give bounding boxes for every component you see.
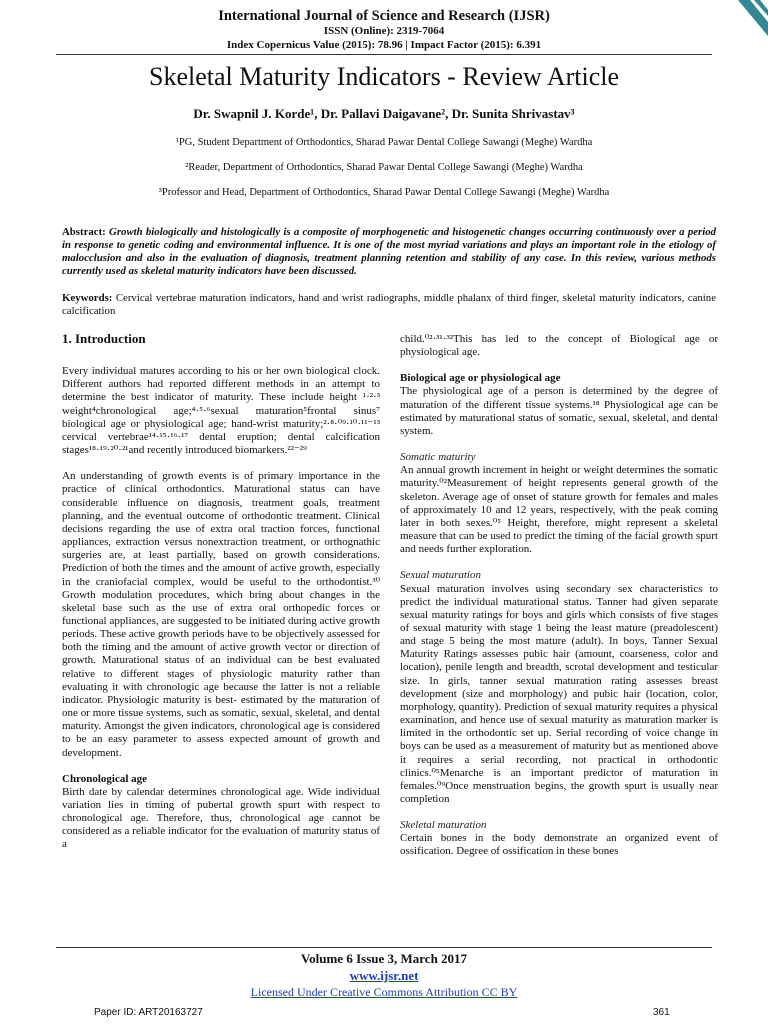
skeletal-maturation-paragraph: Certain bones in the body demonstrate an organized event of ossification. Degree of ossification in these bones: [400, 832, 718, 858]
article-authors: Dr. Swapnil J. Korde¹, Dr. Pallavi Daigavane², Dr. Sunita Shrivastav³: [193, 106, 575, 121]
footer-license-link[interactable]: Licensed Under Creative Commons Attribution CC BY: [250, 985, 518, 999]
footer-url-link[interactable]: www.ijsr.net: [349, 968, 419, 983]
somatic-maturity-paragraph: An annual growth increment in height or weight determines the somatic maturity.⁰²Measurement of height represents general growth of the skeleton. Average age of onset of stature growth for females and males of approximately 10 and 12 years, respectively, with the peak coming later in both sexes.⁰⁵ Height, therefore, might represent a skeletal measure that can be used to predict the timing of the facial growth spurt and needs further exploration.: [400, 464, 718, 556]
affiliation-2: ²Reader, Department of Orthodontics, Sharad Pawar Dental College Sawangi (Meghe) Wardha: [185, 162, 583, 173]
keywords-label: Keywords:: [62, 292, 113, 304]
journal-index: Index Copernicus Value (2015): 78.96 | Impact Factor (2015): 6.391: [226, 39, 542, 51]
affiliation-1: ¹PG, Student Department of Orthodontics, Sharad Pawar Dental College Sawangi (Meghe) Wardha: [175, 137, 593, 148]
subheading-sexual-maturation: Sexual maturation: [400, 569, 481, 582]
sexual-maturation-paragraph: Sexual maturation involves using secondary sex characteristics to predict the individual maturational status. Tanner had given separate sexual maturity ratings for boys and girls which consists of five stages of sexual maturity with stage 1 being the least mature (preadolescent) and stage 5 being the most mature (adult). In boys, Tanner Sexual Maturity Ratings assesses pubic hair (amount, coarseness, color and location), penile length and breadth, scrotal development and testicular size. In girls, tanner sexual maturation rating assesses breast development (size and morphology) and pubic hair (location, color, morphology, quantity). Prediction of sexual maturity requires a physical examination, and hence use of sexual maturity as maturation marker is limited in the orthodontic set up. Serial recording of voice change in boys can be used as a measurement of maturity but as mentioned above it requires a serial recording, not practical in orthodontic clinics.⁰⁵Menarche is an important predictor of maturation in females.⁰⁹Once menstruation begins, the growth spurt is usually near completion: [400, 582, 718, 805]
subheading-chronological-age: Chronological age: [62, 772, 148, 785]
right-column: [400, 333, 718, 872]
keywords: [62, 292, 716, 318]
footer-volume: Volume 6 Issue 3, March 2017: [300, 951, 468, 966]
keywords-text: Cervical vertebrae maturation indicators, hand and wrist radiographs, middle phalanx of third finger, skeletal maturity indicators, canine calcification: [62, 292, 716, 317]
abstract-label: Abstract:: [62, 226, 106, 238]
journal-issn: ISSN (Online): 2319-7064: [323, 25, 445, 37]
section-heading-introduction: 1. Introduction: [62, 331, 146, 346]
intro-paragraph-1: Every individual matures according to his or her own biological clock. Different authors had reported different methods in an attempt to determine the best indicator of maturity. These include height ¹·²·³ weight⁴chronological age;⁴·⁵·⁶sexual maturation⁵frontal sinus⁷ biological age or physiological age; hand-wrist maturity;²·⁸·⁰⁹·¹⁰·¹¹⁻¹³ cervical vertebrae¹⁴·¹⁵·¹⁶·¹⁷ dental eruption; dental calcification stages¹⁸·¹⁹·²⁰·²¹and recently introduced biomarkers.²²⁻²⁹: [62, 365, 380, 457]
abstract: [62, 226, 716, 278]
intro-paragraph-2: An understanding of growth events is of primary importance in the practice of clinical orthodontics. Maturational status can have considerable influence on diagnosis, treatment goals, treatment planning, and the eventual outcome of orthodontic treatment. Clinical decisions regarding the use of extra oral traction forces, functional appliances, extraction versus nonextraction treatment, or orthognathic surgeries are, at least partially, based on growth considerations. Prediction of both the times and the amount of active growth, especially in the craniofacial complex, would be useful to the orthodontist.³⁰ Growth modulation procedures, which bring about changes in the skeletal base such as the use of extra oral orthopedic forces or functional appliances, are suggested to be initiated during active growth periods. These active growth periods have to be objectively assessed for both the timing and the amount of active growth vector or direction of growth. Maturational status of an individual can be best evaluated relative to different stages of physiologic maturity rather than evaluating it with chronologic age because the latter is not a reliable indicator. Physiologic maturity is best- estimated by the maturation of one or more tissue systems, such as somatic, sexual, skeletal, and dental maturity. Amongst the given indicators, chronological age is considered to be an easy parameter to assess expected amount of growth and development.: [62, 470, 380, 759]
paper-id: Paper ID: ART20163727: [94, 1007, 203, 1018]
subheading-skeletal-maturation: Skeletal maturation: [400, 819, 487, 832]
left-column: [62, 330, 380, 865]
subheading-somatic-maturity: Somatic maturity: [400, 451, 476, 464]
abstract-text: Growth biologically and histologically is a composite of morphogenetic and histogenetic changes occurring continuously over a period in response to genetic coding and environmental influence. It is one of the most myriad variations and plays an important role in the etiology of malocclusion and also in the evaluation of diagnosis, treatment planning retention and stability of any case. In this review, various methods currently used as skeletal maturity indicators have been discussed.: [62, 226, 717, 277]
header-rule: [56, 54, 712, 55]
affiliation-3: ³Professor and Head, Department of Orthodontics, Sharad Pawar Dental College Sawangi (Meghe) Wardha: [158, 187, 610, 198]
article-title: Skeletal Maturity Indicators - Review Article: [148, 62, 620, 91]
journal-name: International Journal of Science and Research (IJSR): [218, 8, 550, 24]
page-number: 361: [653, 1007, 670, 1018]
footer-rule: [56, 947, 712, 948]
subheading-biological-age: Biological age or physiological age: [400, 372, 561, 385]
biological-age-paragraph: The physiological age of a person is determined by the degree of maturation of the different tissue systems.¹⁸ Physiological age can be estimated by maturational status of somatic, sexual, skeletal, and dental system.: [400, 385, 718, 437]
continuation-paragraph: child.⁰²·³¹·³²This has led to the concept of Biological age or physiological age.: [400, 333, 718, 359]
chronological-age-paragraph: Birth date by calendar determines chronological age. Wide individual variation lies in timing of pubertal growth spurt with respect to chronological age. Therefore, thus, chronological age cannot be considered as a reliable indicator for the evaluation of maturity status of a: [62, 785, 380, 851]
